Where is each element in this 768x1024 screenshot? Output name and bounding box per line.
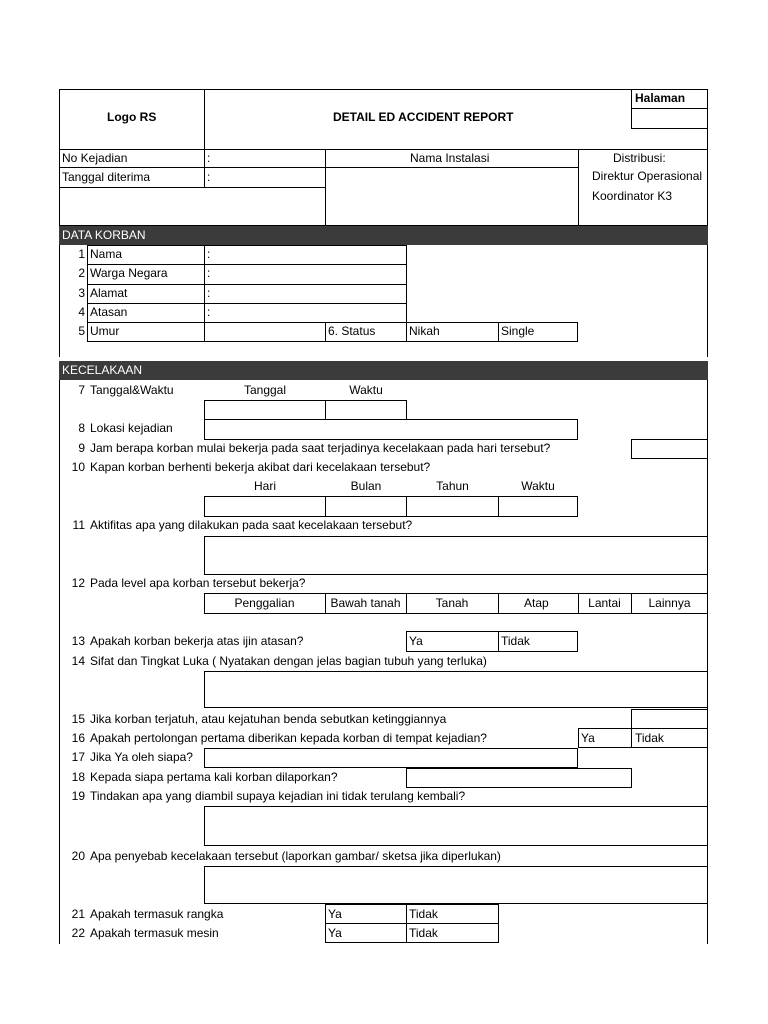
waktu-field[interactable]	[498, 496, 578, 517]
level-option-atap[interactable]: Atap	[524, 596, 549, 610]
question-9-text: Jam berapa korban mulai bekerja pada saat terjadinya kecelakaan pada hari tersebut?	[90, 441, 551, 455]
lokasi-field[interactable]	[204, 419, 578, 440]
section-header-data-korban: DATA KORBAN	[59, 226, 708, 245]
dilaporkan-field[interactable]	[406, 768, 632, 788]
question-18-text: Kepada siapa pertama kali korban dilaporkan?	[90, 770, 338, 784]
yes-no-box	[406, 631, 578, 652]
question-21-text: Apakah termasuk rangka	[90, 907, 224, 921]
question-number: 16	[71, 731, 85, 745]
penolong-field[interactable]	[204, 748, 578, 768]
row-number: 3	[78, 286, 85, 300]
question-22-text: Apakah termasuk mesin	[90, 926, 219, 940]
page-label: Halaman	[635, 91, 686, 105]
option-ya[interactable]: Ya	[409, 634, 423, 648]
question-12-text: Pada level apa korban tersebut bekerja?	[90, 576, 306, 590]
atasan-label: Atasan	[90, 305, 128, 319]
distribusi-label: Distribusi:	[613, 151, 666, 165]
tanggal-column-label: Tanggal	[243, 383, 287, 397]
colon: :	[207, 247, 211, 261]
jam-mulai-field[interactable]	[631, 439, 708, 459]
question-13-text: Apakah korban bekerja atas ijin atasan?	[90, 634, 304, 648]
header-divider	[204, 89, 205, 150]
option-ya[interactable]: Ya	[328, 926, 342, 940]
logo-placeholder: Logo RS	[107, 110, 157, 124]
option-tidak[interactable]: Tidak	[635, 731, 664, 745]
question-20-text: Apa penyebab kecelakaan tersebut (laporkan gambar/ sketsa jika diperlukan)	[90, 849, 501, 863]
waktu-column-label: Waktu	[349, 383, 383, 397]
section-header-kecelakaan: KECELAKAAN	[59, 361, 708, 380]
question-8-text: Lokasi kejadian	[90, 421, 173, 435]
question-number: 20	[71, 849, 85, 863]
bulan-column-label: Bulan	[350, 479, 382, 493]
level-option-bawah-tanah[interactable]: Bawah tanah	[330, 596, 401, 610]
tahun-column-label: Tahun	[436, 479, 469, 493]
option-ya[interactable]: Ya	[328, 907, 342, 921]
no-kejadian-colon: :	[207, 151, 211, 165]
colon: :	[207, 286, 211, 300]
page-number-field[interactable]	[631, 108, 708, 129]
tanggal-field[interactable]	[204, 400, 326, 420]
umur-label: Umur	[90, 324, 120, 338]
tanggal-diterima-colon: :	[207, 170, 211, 184]
row-number: 1	[78, 247, 85, 261]
question-number: 12	[71, 576, 85, 590]
ketinggian-field[interactable]	[631, 709, 708, 729]
question-number: 8	[78, 421, 85, 435]
question-number: 21	[71, 907, 85, 921]
hari-column-label: Hari	[253, 479, 276, 493]
question-16-text: Apakah pertolongan pertama diberikan kepada korban di tempat kejadian?	[90, 731, 487, 745]
tanggal-diterima-label: Tanggal diterima	[62, 170, 151, 184]
status-option-nikah[interactable]: Nikah	[409, 324, 440, 338]
colon: :	[207, 305, 211, 319]
distribusi-item: Koordinator K3	[592, 189, 673, 203]
waktu-field[interactable]	[325, 400, 407, 420]
colon: :	[207, 266, 211, 280]
row-number: 2	[78, 266, 85, 280]
level-option-lantai[interactable]: Lantai	[588, 596, 621, 610]
luka-field[interactable]	[204, 671, 708, 708]
alamat-label: Alamat	[90, 286, 128, 300]
option-tidak[interactable]: Tidak	[409, 926, 438, 940]
question-14-text: Sifat dan Tingkat Luka ( Nyatakan dengan jelas bagian tubuh yang terluka)	[90, 654, 487, 668]
question-number: 10	[71, 460, 85, 474]
nama-instalasi-label: Nama Instalasi	[410, 151, 490, 165]
warga-negara-label: Warga Negara	[90, 266, 168, 280]
question-7-text: Tanggal&Waktu	[90, 383, 174, 397]
level-option-lainnya[interactable]: Lainnya	[648, 596, 691, 610]
status-option-single[interactable]: Single	[501, 324, 535, 338]
waktu-column-label: Waktu	[521, 479, 555, 493]
tindakan-field[interactable]	[204, 806, 708, 846]
question-number: 18	[71, 770, 85, 784]
hari-field[interactable]	[204, 496, 326, 517]
question-number: 19	[71, 789, 85, 803]
bulan-field[interactable]	[325, 496, 407, 517]
question-15-text: Jika korban terjatuh, atau kejatuhan benda sebutkan ketinggiannya	[90, 712, 447, 726]
question-17-text: Jika Ya oleh siapa?	[90, 750, 193, 764]
row-number: 5	[78, 324, 85, 338]
nama-label: Nama	[90, 247, 123, 261]
level-option-penggalian[interactable]: Penggalian	[234, 596, 295, 610]
question-10-text: Kapan korban berhenti bekerja akibat dari kecelakaan tersebut?	[90, 460, 431, 474]
question-number: 11	[72, 518, 85, 532]
question-number: 9	[78, 441, 85, 455]
penyebab-field[interactable]	[204, 866, 708, 904]
no-kejadian-label: No Kejadian	[62, 151, 128, 165]
level-option-tanah[interactable]: Tanah	[435, 596, 469, 610]
status-label: 6. Status	[328, 324, 376, 338]
page-title: DETAIL ED ACCIDENT REPORT	[333, 110, 514, 124]
question-19-text: Tindakan apa yang diambil supaya kejadian ini tidak terulang kembali?	[90, 789, 466, 803]
option-ya[interactable]: Ya	[581, 731, 595, 745]
question-number: 17	[71, 750, 85, 764]
distribusi-item: Direktur Operasional	[592, 169, 703, 183]
question-number: 14	[71, 654, 85, 668]
question-11-text: Aktifitas apa yang dilakukan pada saat kecelakaan tersebut?	[90, 518, 413, 532]
question-number: 13	[71, 634, 85, 648]
tahun-field[interactable]	[406, 496, 499, 517]
option-tidak[interactable]: Tidak	[501, 634, 530, 648]
aktifitas-field[interactable]	[204, 536, 708, 575]
option-tidak[interactable]: Tidak	[409, 907, 438, 921]
question-number: 22	[71, 926, 85, 940]
question-number: 7	[78, 383, 85, 397]
question-number: 15	[71, 712, 85, 726]
row-number: 4	[78, 305, 85, 319]
